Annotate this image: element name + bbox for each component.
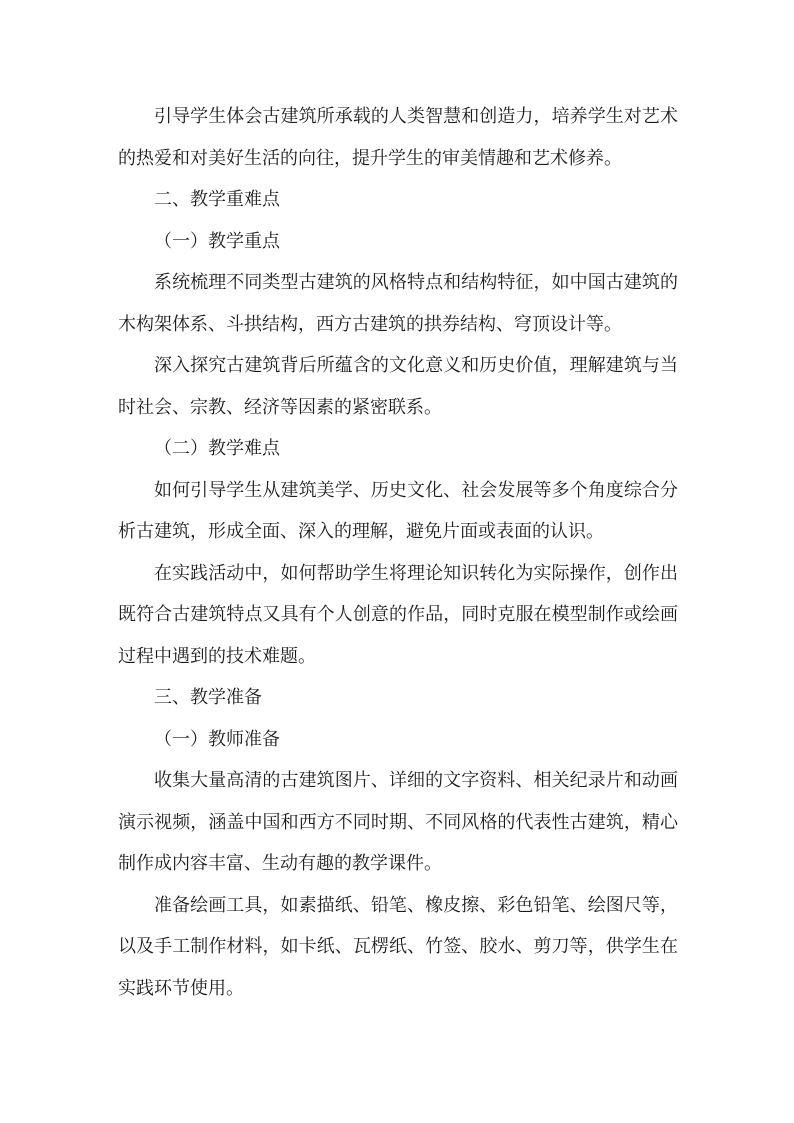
paragraph-art-appreciation-goal: 引导学生体会古建筑所承载的人类智慧和创造力，培养学生对艺术的热爱和对美好生活的向往，提升学生的审美情趣和艺术修养。 <box>118 106 678 169</box>
subheading-teaching-focus: （一）教学重点 <box>154 230 280 252</box>
section-heading-teaching-preparation: 三、教学准备 <box>154 687 262 708</box>
subheading-teaching-difficulty: （二）教学难点 <box>154 438 280 459</box>
section-heading-key-difficult-points: 二、教学重难点 <box>154 189 280 210</box>
paragraph-cultural-meaning: 深入探究古建筑背后所蕴含的文化意义和历史价值，理解建筑与当时社会、宗教、经济等因素的紧密联系。 <box>118 355 678 418</box>
paragraph-practice-activity: 在实践活动中，如何帮助学生将理论知识转化为实际操作，创作出既符合古建筑特点又具有个人创意的作品，同时克服在模型制作或绘画过程中遇到的技术难题。 <box>118 562 678 667</box>
paragraph-structure-features: 系统梳理不同类型古建筑的风格特点和结构特征，如中国古建筑的木构架体系、斗拱结构，西方古建筑的拱券结构、穹顶设计等。 <box>118 272 678 335</box>
document-body <box>118 96 678 1009</box>
paragraph-prepare-tools: 准备绘画工具，如素描纸、铅笔、橡皮擦、彩色铅笔、绘图尺等，以及手工制作材料，如卡纸、瓦楞纸、竹签、胶水、剪刀等，供学生在实践环节使用。 <box>118 894 678 999</box>
paragraph-collect-materials: 收集大量高清的古建筑图片、详细的文字资料、相关纪录片和动画演示视频，涵盖中国和西方不同时期、不同风格的代表性古建筑，精心制作成内容丰富、生动有趣的教学课件。 <box>118 770 678 874</box>
paragraph-multi-angle-analysis: 如何引导学生从建筑美学、历史文化、社会发展等多个角度综合分析古建筑，形成全面、深入的理解，避免片面或表面的认识。 <box>118 479 678 542</box>
subheading-teacher-preparation: （一）教师准备 <box>154 728 280 750</box>
